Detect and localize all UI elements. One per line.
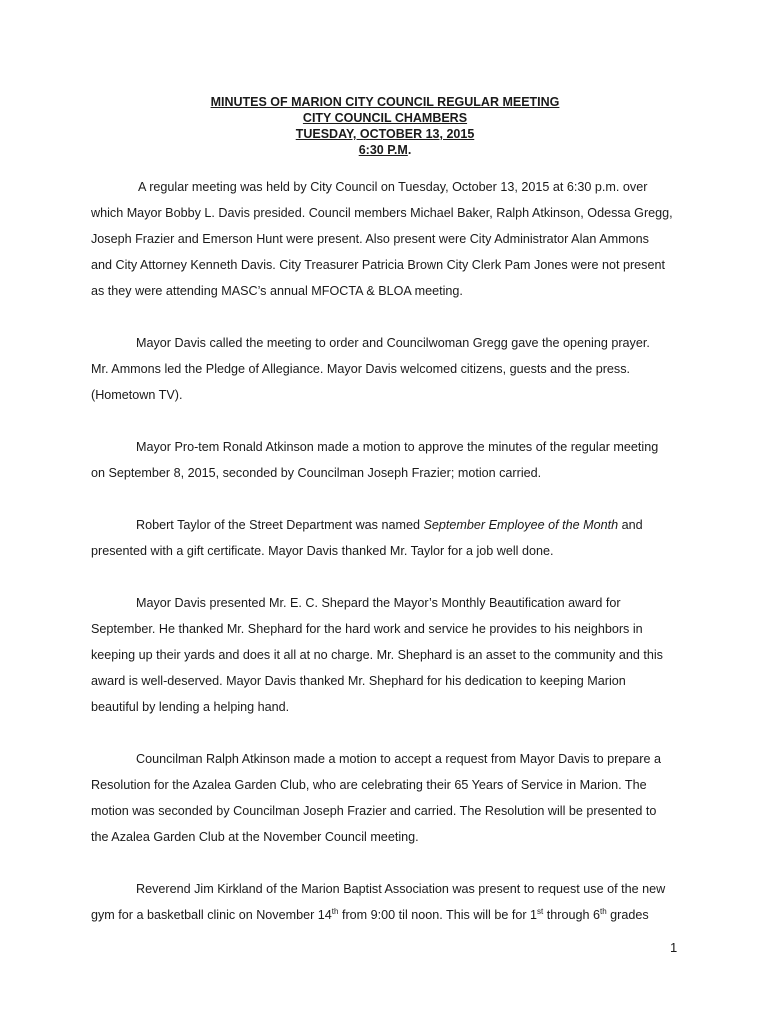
- paragraph-line: the Azalea Garden Club at the November Council meeting.: [91, 830, 419, 844]
- paragraph-line: Resolution for the Azalea Garden Club, who are celebrating their 65 Years of Service in Marion. The: [91, 778, 647, 792]
- paragraph-employee-of-month: [91, 512, 675, 564]
- paragraph-line: [91, 512, 675, 538]
- ordinal-suffix: th: [331, 906, 339, 916]
- document-header: [0, 94, 770, 158]
- paragraph-line: Mayor Davis called the meeting to order and Councilwoman Gregg gave the opening prayer.: [136, 336, 650, 350]
- header-time-line: [0, 142, 770, 158]
- text-run: from 9:00 til noon. This will be for 1: [338, 908, 538, 922]
- paragraph-attendance: [91, 174, 675, 304]
- header-time-suffix: .: [407, 143, 412, 157]
- paragraph-beautification-award: [91, 590, 675, 720]
- text-run: and: [618, 518, 643, 532]
- text-run: through 6: [543, 908, 600, 922]
- paragraph-line: (Hometown TV).: [91, 388, 183, 402]
- paragraph-line: beautiful by lending a helping hand.: [91, 700, 290, 714]
- paragraph-azalea-resolution: [91, 746, 675, 850]
- paragraph-line: Joseph Frazier and Emerson Hunt were present. Also present were City Administrator Alan Ammons: [91, 232, 649, 246]
- ordinal-suffix: st: [537, 906, 544, 916]
- text-run: gym for a basketball clinic on November 14: [91, 908, 332, 922]
- paragraph-line: and City Attorney Kenneth Davis. City Treasurer Patricia Brown City Clerk Pam Jones were not present: [91, 258, 665, 272]
- paragraph-gym-request: [91, 876, 675, 928]
- paragraph-line: as they were attending MASC’s annual MFOCTA & BLOA meeting.: [91, 284, 463, 298]
- page-number: 1: [670, 940, 678, 955]
- paragraph-minutes-approval: [91, 434, 675, 486]
- paragraph-line: Mayor Davis presented Mr. E. C. Shepard the Mayor’s Monthly Beautification award for: [136, 596, 621, 610]
- paragraph-line: keeping up their yards and does it all at no charge. Mr. Shephard is an asset to the community and this: [91, 648, 663, 662]
- paragraph-line: [91, 902, 675, 928]
- paragraph-line: Councilman Ralph Atkinson made a motion to accept a request from Mayor Davis to prepare a: [136, 752, 662, 766]
- employee-award-title: September Employee of the Month: [423, 518, 619, 532]
- paragraph-line: September. He thanked Mr. Shephard for the hard work and service he provides to his neighbors in: [91, 622, 643, 636]
- header-time: 6:30 P.M: [358, 143, 408, 157]
- paragraph-line: award is well-deserved. Mayor Davis thanked Mr. Shephard for his dedication to keeping Marion: [91, 674, 626, 688]
- paragraph-line: Mayor Pro-tem Ronald Atkinson made a motion to approve the minutes of the regular meeting: [136, 440, 659, 454]
- header-date: TUESDAY, OCTOBER 13, 2015: [295, 127, 475, 141]
- text-run: grades: [606, 908, 649, 922]
- paragraph-line: on September 8, 2015, seconded by Councilman Joseph Frazier; motion carried.: [91, 466, 542, 480]
- header-title: MINUTES OF MARION CITY COUNCIL REGULAR MEETING: [210, 95, 560, 109]
- paragraph-line: Mr. Ammons led the Pledge of Allegiance. Mayor Davis welcomed citizens, guests and the press.: [91, 362, 630, 376]
- paragraph-line: Reverend Jim Kirkland of the Marion Baptist Association was present to request use of the new: [136, 882, 666, 896]
- ordinal-suffix: th: [599, 906, 607, 916]
- text-run: Robert Taylor of the Street Department was named: [136, 518, 424, 532]
- paragraph-call-to-order: [91, 330, 675, 408]
- paragraph-line: A regular meeting was held by City Council on Tuesday, October 13, 2015 at 6:30 p.m. over: [138, 180, 648, 194]
- paragraph-line: presented with a gift certificate. Mayor Davis thanked Mr. Taylor for a job well done.: [91, 544, 554, 558]
- paragraph-line: motion was seconded by Councilman Joseph Frazier and carried. The Resolution will be presented to: [91, 804, 657, 818]
- header-location: CITY COUNCIL CHAMBERS: [302, 111, 468, 125]
- paragraph-line: which Mayor Bobby L. Davis presided. Council members Michael Baker, Ralph Atkinson, Odessa Gregg,: [91, 206, 673, 220]
